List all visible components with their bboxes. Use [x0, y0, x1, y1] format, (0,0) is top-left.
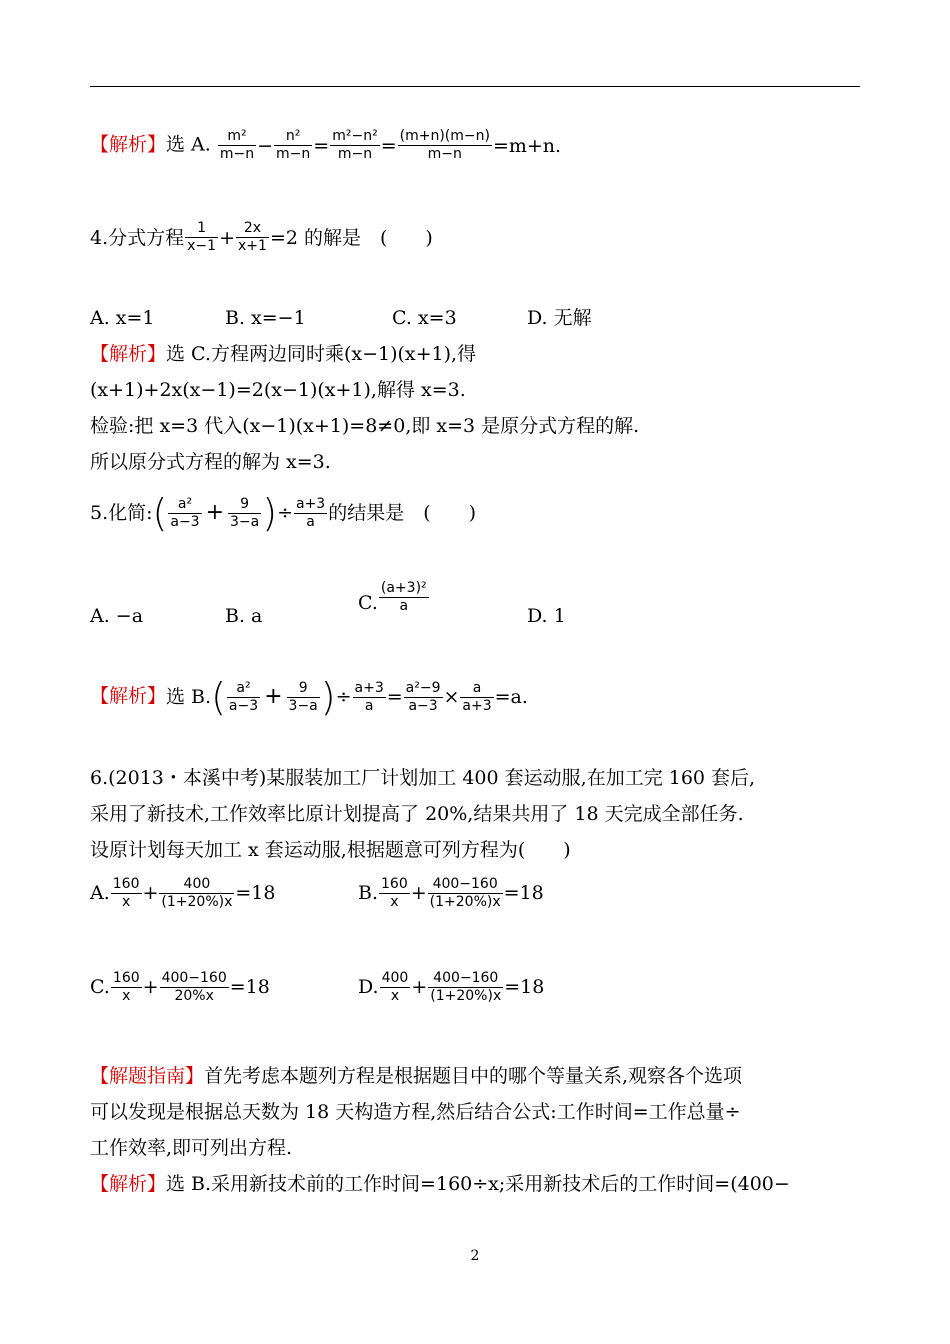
- q3-solution: [90, 128, 561, 163]
- q6-guide-line3: 工作效率,即可列出方程.: [90, 1137, 293, 1159]
- solution-text: 选 A.: [166, 133, 211, 156]
- equation-tail: =18: [503, 882, 544, 904]
- q6-option-a: [90, 872, 276, 913]
- q6-option-b: [358, 872, 544, 913]
- q4-option-b: B. x=−1: [225, 307, 306, 329]
- option-label: D.: [358, 976, 379, 998]
- q6-question-line3: 设原计划每天加工 x 套运动服,根据题意可列方程为( ): [90, 839, 571, 861]
- fraction: $\frac{1}{x-1}$: [187, 220, 217, 254]
- solution-text: 选 C.方程两边同时乘(x−1)(x+1),得: [166, 343, 477, 365]
- fraction: $\frac{400-160}{20\%x}$: [161, 969, 227, 1004]
- q4-question: [90, 220, 433, 255]
- solution-label: 【解析】: [90, 685, 167, 707]
- fraction: $\frac{\text{(a+3)²}}{a}$: [380, 579, 427, 614]
- q6-guide-line1: [90, 1064, 742, 1088]
- option-label: B.: [358, 882, 379, 904]
- fraction: $\frac{\text{n²}}{m-n}$: [276, 128, 311, 162]
- solution-label: 【解析】: [90, 343, 167, 365]
- q6-question-line1: 6.(2013・本溪中考)某服装加工厂计划加工 400 套运动服,在加工完 160 套后,: [90, 767, 756, 789]
- equation-tail: =18: [229, 976, 270, 998]
- question-prefix: 5.化简:: [90, 502, 153, 524]
- q5-solution: [90, 676, 528, 717]
- guide-label: 【解题指南】: [90, 1065, 205, 1087]
- q5-option-c: [358, 579, 430, 623]
- equation-tail: =18: [235, 882, 276, 904]
- left-paren: (: [152, 491, 168, 535]
- divide-sign: ÷: [335, 686, 352, 708]
- fraction: $\frac{160}{x}$: [381, 875, 408, 910]
- plus-sign: +: [410, 882, 427, 904]
- plus-sign: +: [142, 882, 159, 904]
- plus-sign: +: [205, 500, 225, 525]
- q5-question: [90, 492, 476, 533]
- fraction: $\frac{9}{3-a}$: [288, 679, 318, 714]
- option-label: A.: [90, 882, 110, 904]
- question-suffix: =2 的解是 ( ): [269, 226, 433, 249]
- fraction: $\frac{a+3}{a}$: [354, 679, 384, 714]
- result-text: =a.: [494, 686, 528, 708]
- fraction: $\frac{a}{a+3}$: [462, 679, 492, 714]
- q6-question-line2: 采用了新技术,工作效率比原计划提高了 20%,结果共用了 18 天完成全部任务.: [90, 803, 744, 825]
- divide-sign: ÷: [277, 502, 293, 524]
- plus-sign: +: [411, 976, 428, 998]
- q4-option-a: A. x=1: [90, 307, 155, 329]
- fraction: $\frac{400-160}{(1+20\%)x}$: [430, 969, 502, 1004]
- fraction: $\frac{a+3}{a}$: [295, 495, 326, 530]
- fraction: $\frac{2x}{x+1}$: [238, 220, 267, 254]
- equation-tail: =18: [504, 976, 545, 998]
- equals-sign: =: [380, 134, 397, 157]
- right-paren: ): [320, 675, 336, 719]
- plus-sign: +: [142, 976, 159, 998]
- q4-solution-line1: [90, 342, 476, 366]
- fraction: $\frac{\text{m²−n²}}{m-n}$: [332, 128, 378, 162]
- plus-sign: +: [264, 684, 283, 709]
- option-label: C.: [90, 976, 110, 998]
- q5-option-a: A. −a: [90, 605, 144, 627]
- q4-option-d: D. 无解: [527, 307, 592, 329]
- solution-text: 选 B.采用新技术前的工作时间=160÷x;采用新技术后的工作时间=(400−: [166, 1173, 790, 1195]
- plus-sign: +: [219, 226, 235, 249]
- q6-guide-line2: 可以发现是根据总天数为 18 天构造方程,然后结合公式:工作时间=工作总量÷: [90, 1101, 741, 1123]
- fraction: $\frac{\text{m²}}{m-n}$: [219, 128, 255, 162]
- q4-solution-line4: 所以原分式方程的解为 x=3.: [90, 451, 331, 473]
- minus-sign: −: [257, 134, 274, 157]
- equals-sign: =: [386, 686, 403, 708]
- solution-text: 选 B.: [166, 686, 212, 708]
- q6-solution: [90, 1172, 790, 1196]
- fraction: $\frac{\text{a²}}{a-3}$: [228, 679, 259, 714]
- option-label: C.: [358, 592, 378, 614]
- fraction: $\frac{400}{x}$: [381, 969, 409, 1004]
- q4-solution-line3: 检验:把 x=3 代入(x−1)(x+1)=8≠0,即 x=3 是原分式方程的解.: [90, 415, 640, 437]
- q4-option-c: C. x=3: [392, 307, 457, 329]
- q6-option-c: [90, 966, 270, 1007]
- fraction: $\frac{160}{x}$: [112, 969, 140, 1004]
- q5-option-d: D. 1: [527, 605, 566, 627]
- fraction: $\frac{\text{a²}}{a-3}$: [170, 495, 200, 530]
- times-sign: ×: [443, 686, 460, 708]
- guide-text: 首先考虑本题列方程是根据题目中的哪个等量关系,观察各个选项: [204, 1065, 743, 1087]
- q4-solution-line2: (x+1)+2x(x−1)=2(x−1)(x+1),解得 x=3.: [90, 379, 466, 401]
- solution-label: 【解析】: [90, 1173, 167, 1195]
- header-rule: [90, 86, 860, 87]
- fraction: $\frac{9}{3-a}$: [230, 495, 260, 530]
- result-text: =m+n.: [492, 134, 562, 157]
- left-paren: (: [211, 675, 226, 719]
- fraction: $\frac{(m+n)(m-n)}{m-n}$: [399, 128, 490, 162]
- q5-option-b: B. a: [225, 605, 263, 627]
- question-suffix: 的结果是 ( ): [328, 502, 477, 524]
- page-number: 2: [470, 1248, 480, 1264]
- solution-label: 【解析】: [90, 133, 167, 156]
- q6-option-d: [358, 966, 544, 1007]
- right-paren: ): [262, 491, 278, 535]
- fraction: $\frac{160}{x}$: [112, 875, 140, 910]
- equals-sign: =: [313, 134, 330, 157]
- question-prefix: 4.分式方程: [90, 226, 185, 249]
- fraction: $\frac{400-160}{(1+20\%)x}$: [429, 875, 501, 910]
- fraction: $\frac{\text{a²−9}}{a-3}$: [405, 679, 441, 714]
- fraction: $\frac{400}{(1+20\%)x}$: [161, 875, 233, 910]
